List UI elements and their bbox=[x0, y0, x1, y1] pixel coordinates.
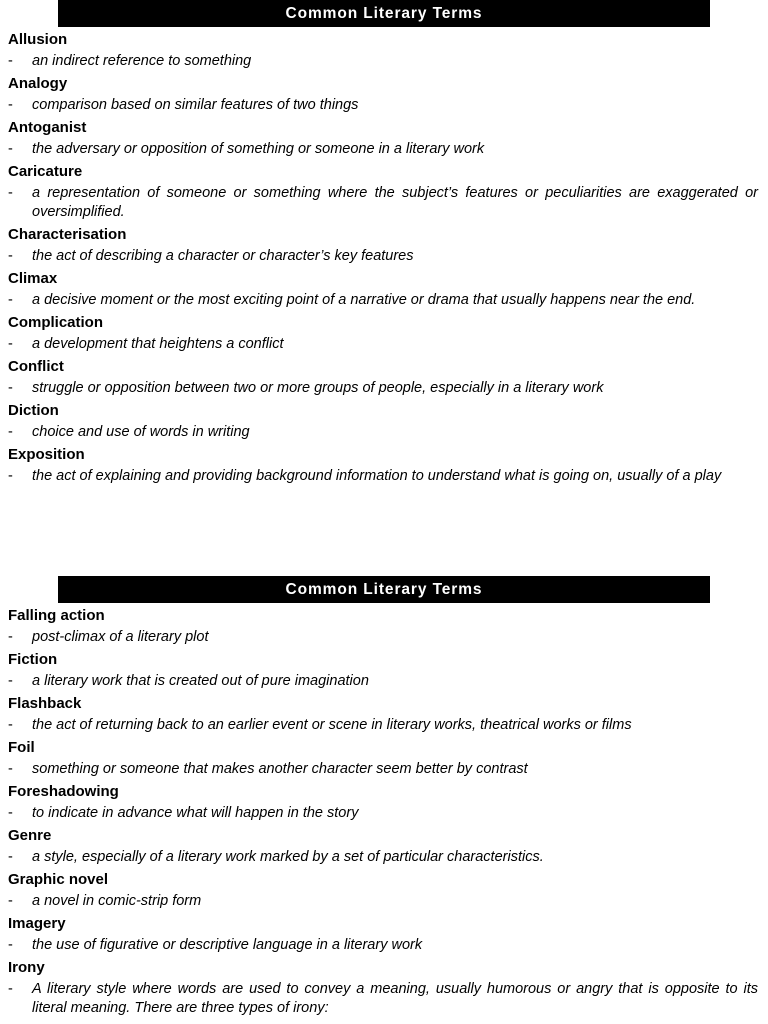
term-entry bbox=[8, 310, 758, 354]
term-definition bbox=[8, 244, 758, 266]
dash-bullet: - bbox=[8, 336, 13, 352]
dash-bullet: - bbox=[8, 981, 13, 997]
term-definition bbox=[8, 933, 758, 955]
term-entry bbox=[8, 266, 758, 310]
dash-bullet: - bbox=[8, 673, 13, 689]
term-heading: Genre bbox=[8, 827, 52, 844]
definition-text: something or someone that makes another character seem better by contrast bbox=[32, 761, 528, 777]
term-heading: Analogy bbox=[8, 75, 68, 92]
dash-bullet: - bbox=[8, 424, 13, 440]
dash-bullet: - bbox=[8, 292, 13, 308]
term-heading: Falling action bbox=[8, 607, 105, 624]
term-definition bbox=[8, 845, 758, 867]
term-entry bbox=[8, 911, 758, 955]
term-heading: Caricature bbox=[8, 163, 83, 180]
term-entry bbox=[8, 27, 758, 71]
term-heading: Fiction bbox=[8, 651, 58, 668]
term-heading: Antoganist bbox=[8, 119, 87, 136]
term-definition bbox=[8, 889, 758, 911]
term-entry bbox=[8, 71, 758, 115]
term-entry bbox=[8, 159, 758, 222]
dash-bullet: - bbox=[8, 893, 13, 909]
term-entry bbox=[8, 354, 758, 398]
definition-text: an indirect reference to something bbox=[32, 53, 252, 69]
term-heading: Complication bbox=[8, 314, 104, 331]
section-2-entries bbox=[0, 603, 768, 1018]
term-heading: Characterisation bbox=[8, 226, 127, 243]
definition-text: A literary style where words are used to convey a meaning, usually humorous or angry that is opposite to its literal meaning. There are three types of irony: bbox=[32, 981, 758, 1016]
definition-text: the use of figurative or descriptive language in a literary work bbox=[32, 937, 423, 953]
dash-bullet: - bbox=[8, 380, 13, 396]
term-entry bbox=[8, 691, 758, 735]
term-definition bbox=[8, 332, 758, 354]
term-definition bbox=[8, 49, 758, 71]
dash-bullet: - bbox=[8, 468, 13, 484]
definition-text: post-climax of a literary plot bbox=[32, 629, 209, 645]
term-entry bbox=[8, 823, 758, 867]
definition-text: a decisive moment or the most exciting point of a narrative or drama that usually happens near the end. bbox=[32, 292, 696, 308]
term-entry bbox=[8, 735, 758, 779]
dash-bullet: - bbox=[8, 141, 13, 157]
term-heading: Exposition bbox=[8, 446, 85, 463]
term-definition bbox=[8, 757, 758, 779]
definition-text: a development that heightens a conflict bbox=[32, 336, 284, 352]
term-heading: Irony bbox=[8, 959, 45, 976]
term-definition bbox=[8, 181, 758, 222]
section-2-title: Common Literary Terms bbox=[58, 576, 710, 603]
definition-text: the act of explaining and providing background information to understand what is going on, usually of a play bbox=[32, 468, 722, 484]
definition-text: comparison based on similar features of two things bbox=[32, 97, 359, 113]
definition-text: a style, especially of a literary work marked by a set of particular characteristics. bbox=[32, 849, 544, 865]
term-heading: Graphic novel bbox=[8, 871, 109, 888]
term-heading: Climax bbox=[8, 270, 58, 287]
dash-bullet: - bbox=[8, 97, 13, 113]
definition-text: the act of describing a character or character’s key features bbox=[32, 248, 414, 264]
term-definition bbox=[8, 137, 758, 159]
term-definition bbox=[8, 669, 758, 691]
term-entry bbox=[8, 222, 758, 266]
section-1-title: Common Literary Terms bbox=[58, 0, 710, 27]
term-definition bbox=[8, 464, 758, 486]
dash-bullet: - bbox=[8, 761, 13, 777]
term-entry bbox=[8, 398, 758, 442]
term-entry bbox=[8, 115, 758, 159]
term-heading: Diction bbox=[8, 402, 59, 419]
dash-bullet: - bbox=[8, 248, 13, 264]
section-2 bbox=[0, 576, 768, 1018]
definition-text: the act of returning back to an earlier event or scene in literary works, theatrical works or films bbox=[32, 717, 632, 733]
definition-text: to indicate in advance what will happen in the story bbox=[32, 805, 359, 821]
term-entry bbox=[8, 955, 758, 1018]
term-entry bbox=[8, 779, 758, 823]
term-definition bbox=[8, 93, 758, 115]
term-definition bbox=[8, 288, 758, 310]
dash-bullet: - bbox=[8, 53, 13, 69]
term-definition bbox=[8, 376, 758, 398]
term-definition bbox=[8, 625, 758, 647]
term-entry bbox=[8, 647, 758, 691]
dash-bullet: - bbox=[8, 937, 13, 953]
term-heading: Imagery bbox=[8, 915, 66, 932]
definition-text: a novel in comic-strip form bbox=[32, 893, 202, 909]
dash-bullet: - bbox=[8, 629, 13, 645]
term-heading: Conflict bbox=[8, 358, 64, 375]
term-heading: Allusion bbox=[8, 31, 68, 48]
dash-bullet: - bbox=[8, 717, 13, 733]
term-entry bbox=[8, 603, 758, 647]
definition-text: struggle or opposition between two or more groups of people, especially in a literary work bbox=[32, 380, 604, 396]
term-definition bbox=[8, 713, 758, 735]
term-definition bbox=[8, 420, 758, 442]
section-1 bbox=[0, 0, 768, 486]
definition-text: a literary work that is created out of pure imagination bbox=[32, 673, 369, 689]
section-1-entries bbox=[0, 27, 768, 486]
definition-text: the adversary or opposition of something or someone in a literary work bbox=[32, 141, 485, 157]
dash-bullet: - bbox=[8, 849, 13, 865]
term-definition bbox=[8, 977, 758, 1018]
term-entry bbox=[8, 867, 758, 911]
term-heading: Flashback bbox=[8, 695, 82, 712]
term-entry bbox=[8, 442, 758, 486]
dash-bullet: - bbox=[8, 185, 13, 201]
term-heading: Foil bbox=[8, 739, 35, 756]
term-definition bbox=[8, 801, 758, 823]
definition-text: choice and use of words in writing bbox=[32, 424, 250, 440]
dash-bullet: - bbox=[8, 805, 13, 821]
term-heading: Foreshadowing bbox=[8, 783, 119, 800]
definition-text: a representation of someone or something where the subject’s features or peculiarities are exaggerated or oversimplified. bbox=[32, 185, 758, 220]
